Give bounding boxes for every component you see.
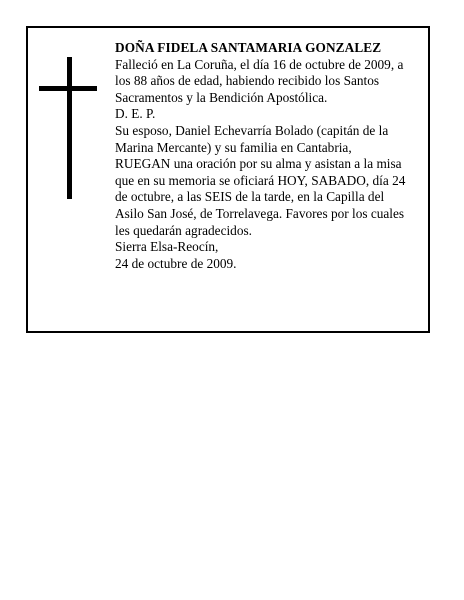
death-text-line: Falleció en La Coruña, el día 16 de octubre de 2009, a (115, 56, 404, 72)
cross-icon (67, 57, 72, 199)
family-text-line: de octubre, a las SEIS de la tarde, en la Capilla del (115, 189, 385, 205)
family-text-line: que en su memoria se oficiará HOY, SABADO, día 24 (115, 172, 406, 188)
family-text-line: Marina Mercante) y su familia en Cantabria, (115, 139, 352, 155)
death-text-line: Sacramentos y la Bendición Apostólica. (115, 89, 328, 105)
date-text: 24 de octubre de 2009. (115, 255, 237, 271)
family-text-line: Asilo San José, de Torrelavega. Favores por los cuales (115, 205, 405, 221)
death-text-line: los 88 años de edad, habiendo recibido los Santos (115, 73, 380, 89)
family-text-line: Su esposo, Daniel Echevarría Bolado (capitán de la (115, 122, 389, 138)
deceased-name: DOÑA FIDELA SANTAMARIA GONZALEZ (115, 40, 382, 55)
family-text-line: les quedarán agradecidos. (115, 222, 252, 238)
rip-text: D. E. P. (115, 106, 156, 122)
place-text: Sierra Elsa-Reocín, (115, 239, 219, 255)
obituary-text (115, 40, 420, 272)
family-text-line: RUEGAN una oración por su alma y asistan a la misa (115, 156, 402, 172)
cross-icon-bar (39, 86, 97, 91)
obituary-notice (26, 26, 430, 333)
